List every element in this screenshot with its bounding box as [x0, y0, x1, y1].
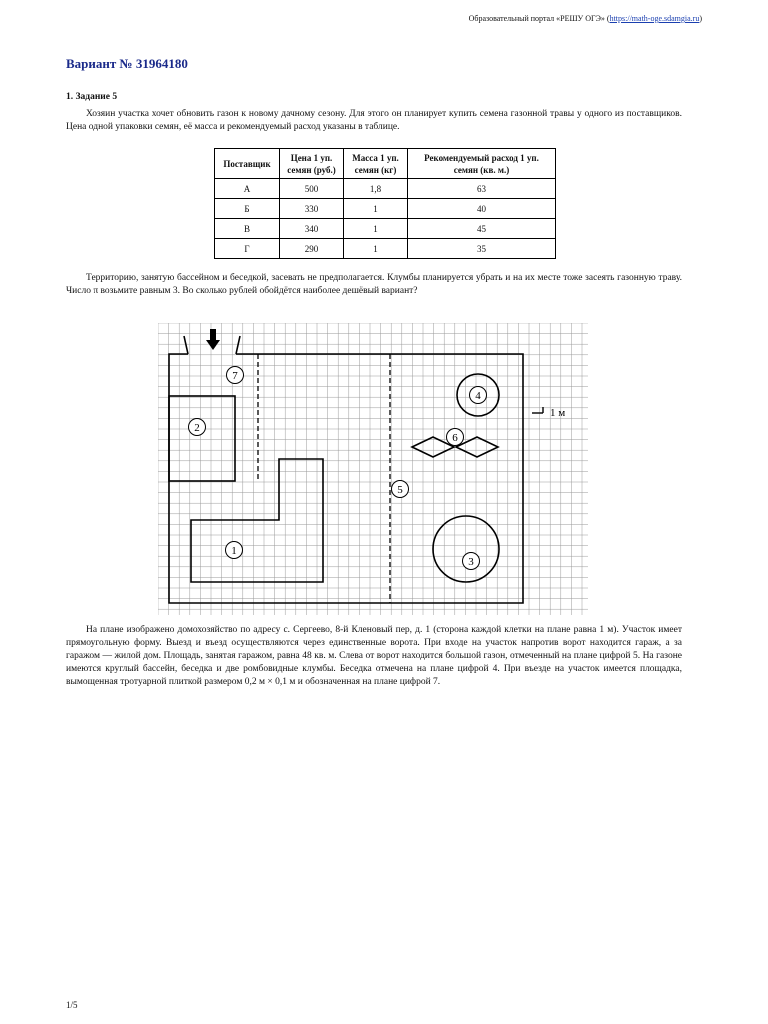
label-1: 1 [231, 545, 237, 557]
table-cell: 1 [344, 219, 408, 239]
header-prefix: Образовательный портал «РЕШУ ОГЭ» ( [468, 14, 610, 23]
header-price: Цена 1 уп. семян (руб.) [280, 149, 344, 179]
table-row [215, 219, 556, 239]
header-consumption: Рекомендуемый расход 1 уп. семян (кв. м.) [408, 149, 556, 179]
page-number: 1/5 [66, 1000, 78, 1010]
label-3: 3 [468, 556, 474, 568]
header-supplier: Поставщик [215, 149, 280, 179]
table-row [215, 179, 556, 199]
table-row [215, 239, 556, 259]
description-text: На плане изображено домохозяйство по адресу с. Сергеево, 8-й Кленовый пер, д. 1 (сторона каждой клетки на плане равна 1 м). Участок имеет прямоугольную форму. Выезд и въезд осуществляются через единственные ворота. При входе на участок напротив ворот находится гараж, а за гаражом — жилой дом. Площадь, занятая гаражом, равна 48 кв. м. Слева от ворот находится большой газон, отмеченный на плане цифрой 5. На газоне имеются круглый бассейн, беседка и две ромбовидные клумбы. Беседка отмечена на плане цифрой 4. При въезде на участок имеется площадка, вымощенная тротуарной плиткой размером 0,2 м × 0,1 м и обозначенная на плане цифрой 7. [66, 625, 682, 687]
label-2: 2 [194, 422, 200, 434]
table-cell: 40 [408, 199, 556, 219]
table-cell: А [215, 179, 280, 199]
question-text: Территорию, занятую бассейном и беседкой, засевать не предполагается. Клумбы планируется убрать и на их месте тоже засеять газонную траву. Число π возьмите равным 3. Во сколько рублей обойдётся наиболее дешёвый вариант? [66, 273, 682, 296]
table-cell: В [215, 219, 280, 239]
portal-link[interactable]: https://math-oge.sdamgia.ru [609, 14, 700, 23]
label-4: 4 [475, 390, 481, 402]
table-cell: Г [215, 239, 280, 259]
table-cell: 1 [344, 199, 408, 219]
task-intro-text: Хозяин участка хочет обновить газон к новому дачному сезону. Для этого он планирует купить семена газонной травы у одного из поставщиков. Цена одной упаковки семян, её масса и рекомендуемый расход указаны в таблице. [66, 109, 682, 132]
task-intro-paragraph [66, 108, 682, 134]
table-cell: 63 [408, 179, 556, 199]
label-5: 5 [397, 484, 403, 496]
header-mass: Масса 1 уп. семян (кг) [344, 149, 408, 179]
table-cell: Б [215, 199, 280, 219]
variant-title: Вариант № 31964180 [66, 56, 188, 71]
table-cell: 35 [408, 239, 556, 259]
plot-plan-diagram [158, 323, 588, 615]
scale-label: 1 м [550, 407, 566, 419]
table-cell: 290 [280, 239, 344, 259]
table-cell: 1 [344, 239, 408, 259]
description-paragraph [66, 624, 682, 689]
table-header-row [215, 149, 556, 179]
table-cell: 340 [280, 219, 344, 239]
table-cell: 45 [408, 219, 556, 239]
label-7: 7 [232, 370, 238, 382]
task-title: 1. Задание 5 [66, 92, 118, 102]
label-6: 6 [452, 432, 458, 444]
table-cell: 500 [280, 179, 344, 199]
suppliers-table [214, 148, 556, 259]
page-header [469, 14, 702, 23]
table-cell: 1,8 [344, 179, 408, 199]
question-paragraph [66, 272, 682, 298]
header-suffix: ) [699, 14, 702, 23]
table-cell: 330 [280, 199, 344, 219]
table-row [215, 199, 556, 219]
